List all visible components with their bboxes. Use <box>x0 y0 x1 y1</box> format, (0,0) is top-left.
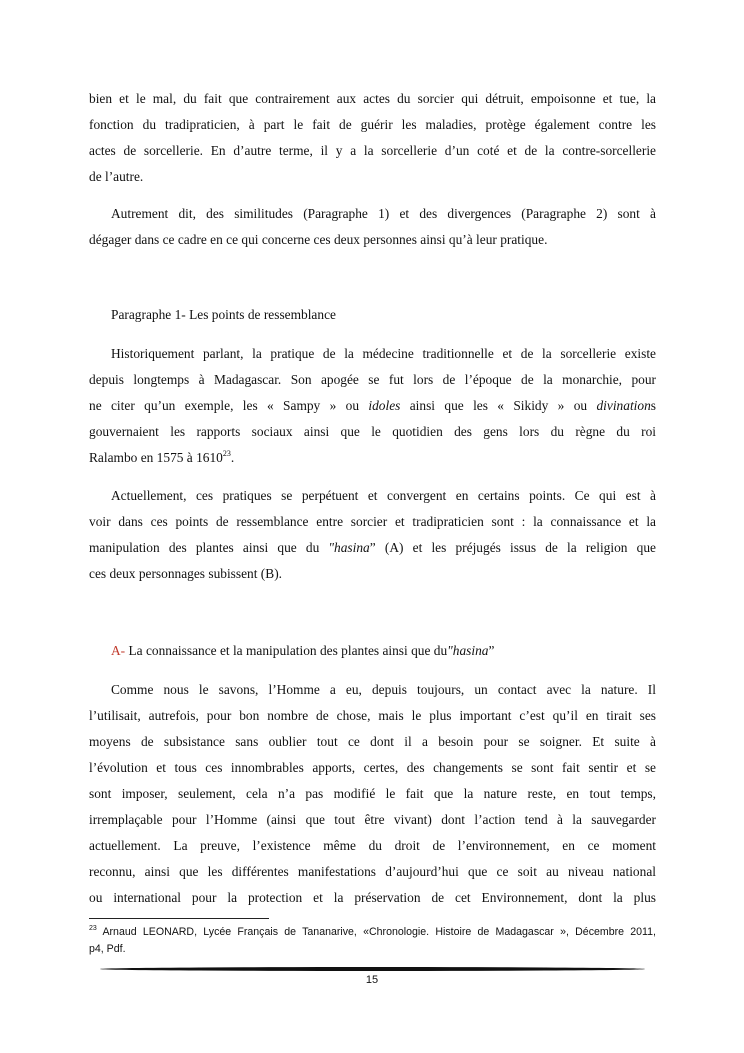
footnote-separator <box>89 918 269 919</box>
text-segment: ne citer qu’un exemple, les « Sampy » ou <box>89 398 369 413</box>
text-line <box>89 924 656 941</box>
text-line <box>89 393 656 419</box>
text-line: de l’autre. <box>89 169 144 184</box>
text-line <box>89 445 656 471</box>
text-segment: ainsi que les « Sikidy » ou <box>400 398 597 413</box>
footnote <box>89 924 656 958</box>
text-line: gouvernaient les rapports sociaux ainsi que le quotidien des gens lors du règne du roi <box>89 424 656 439</box>
paragraph-intro <box>89 86 656 190</box>
text-line <box>89 535 656 561</box>
text-line: Historiquement parlant, la pratique de la médecine traditionnelle et de la sorcellerie existe <box>111 346 656 361</box>
text-line: voir dans ces points de ressemblance entre sorcier et tradipraticien sont : la connaissance et la <box>89 514 656 529</box>
heading-letter: A- <box>111 643 126 658</box>
text-segment: . <box>230 450 235 465</box>
italic-term: divination <box>596 398 651 413</box>
text-line: reconnu, ainsi que les différentes manifestations d’aujourd’hui que ce soit au niveau national <box>89 864 656 879</box>
text-line: depuis longtemps à Madagascar. Son apogée se fut lors de l’époque de la monarchie, pour <box>89 372 656 387</box>
page-number: 15 <box>365 974 379 986</box>
text-line: Actuellement, ces pratiques se perpétuent et convergent en certains points. Ce qui est à <box>111 488 656 503</box>
text-line: l’évolution et tous ces innombrables apports, certes, des changements se sont fait sentir et se <box>89 760 656 775</box>
heading-text: La connaissance et la manipulation des plantes ainsi que du <box>125 643 448 658</box>
italic-term: "hasina <box>447 643 489 658</box>
paragraph-historique <box>89 341 656 471</box>
text-line: l’utilisait, autrefois, pour bon nombre de chose, mais le plus important c’est qu’il en tirait ses <box>89 708 656 723</box>
text-line: ces deux personnages subissent (B). <box>89 566 283 581</box>
text-segment: s <box>650 398 656 413</box>
text-line: actuellement. La preuve, l’existence même du droit de l’environnement, en ce moment <box>89 838 656 853</box>
text-line: Autrement dit, des similitudes (Paragraphe 1) et des divergences (Paragraphe 2) sont à <box>111 206 656 221</box>
text-line: moyens de subsistance sans oublier tout ce dont il a besoin pour se soigner. Et suite à <box>89 734 656 749</box>
italic-term: idoles <box>368 398 401 413</box>
text-line: sont imposer, seulement, cela n’a pas modifié le fait que la nature reste, en tout temps, <box>89 786 656 801</box>
text-line: Comme nous le savons, l’Homme a eu, depuis toujours, un contact avec la nature. Il <box>111 682 656 697</box>
paragraph-actuellement <box>89 483 656 587</box>
heading-text: ” <box>488 643 495 658</box>
section-heading-paragraphe-1: Paragraphe 1- Les points de ressemblance <box>111 307 336 322</box>
text-line: irremplaçable pour l’Homme (ainsi que tout être vivant) dont l’action tend à la sauvegarder <box>89 812 656 827</box>
footnote-reference: 23 <box>222 449 231 458</box>
paragraph-transition <box>89 201 656 253</box>
text-line: ou international pour la protection et la préservation de cet Environnement, dont la plus <box>89 890 656 905</box>
text-line: bien et le mal, du fait que contrairement aux actes du sorcier qui détruit, empoisonne et tue, la <box>89 91 656 106</box>
text-line: fonction du tradipraticien, à part le fait de guérir les maladies, protège également contre les <box>89 117 656 132</box>
text-segment: Ralambo en 1575 à 1610 <box>89 450 223 465</box>
text-line: p4, Pdf. <box>89 943 126 955</box>
page-footer-rule <box>100 967 645 971</box>
text-segment: ” (A) et les préjugés issus de la religion que <box>369 540 656 555</box>
italic-term: "hasina <box>328 540 370 555</box>
footnote-number: 23 <box>89 925 97 932</box>
text-segment: Arnaud LEONARD, Lycée Français de Tananarive, «Chronologie. Histoire de Madagascar », Décembre 2011, <box>96 926 656 938</box>
text-segment: manipulation des plantes ainsi que du <box>89 540 329 555</box>
section-heading-a <box>111 638 494 664</box>
text-line: dégager dans ce cadre en ce qui concerne ces deux personnes ainsi qu’à leur pratique. <box>89 232 548 247</box>
text-line: actes de sorcellerie. En d’autre terme, il y a la sorcellerie d’un coté et de la contre-sorcellerie <box>89 143 656 158</box>
paragraph-nature <box>89 677 656 911</box>
